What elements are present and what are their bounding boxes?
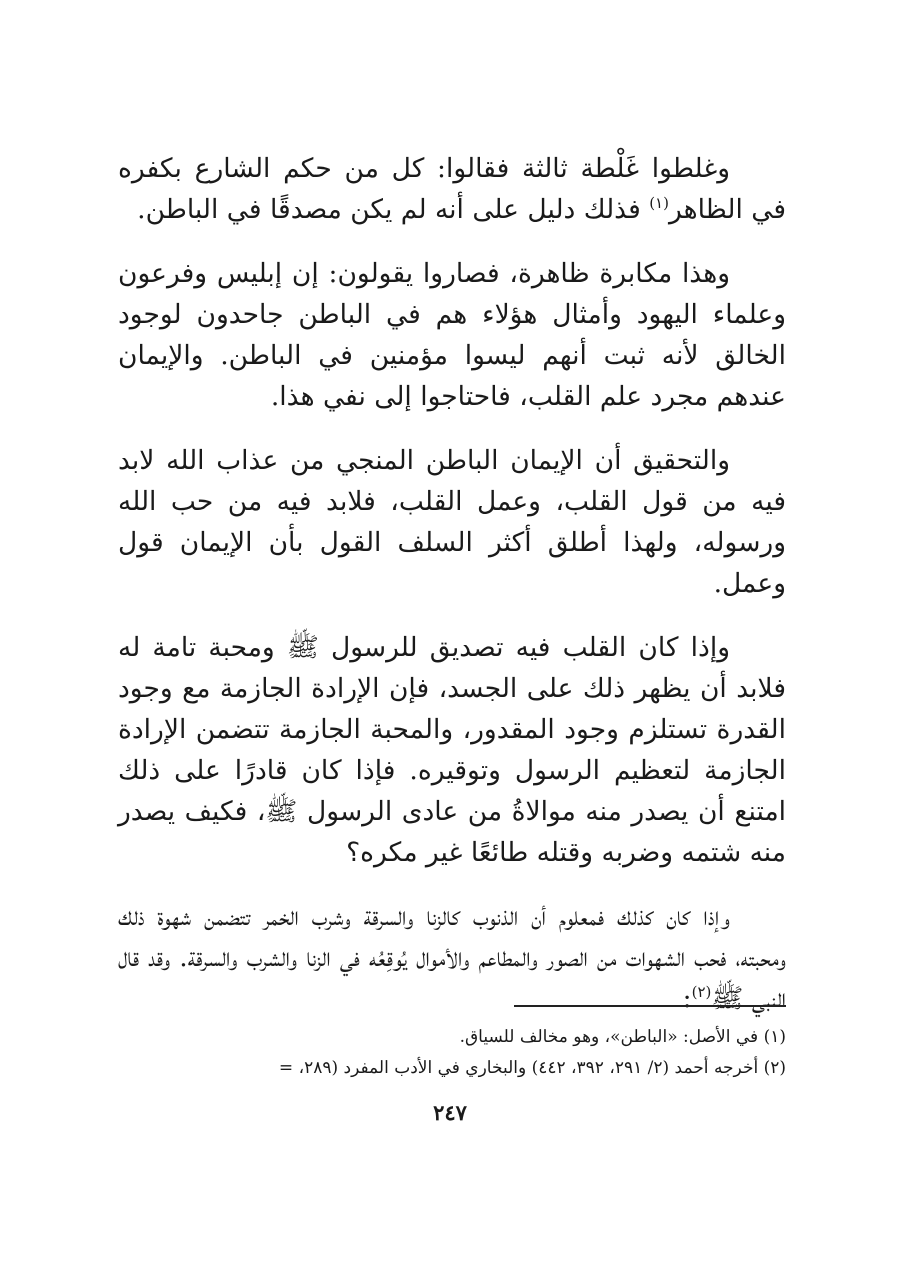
footnote-ref-1: (١) [649, 194, 669, 213]
paragraph-4: وإذا كان القلب فيه تصديق للرسول ﷺ ومحبة تامة له فلابد أن يظهر ذلك على الجسد، فإن الإرادة الجازمة مع وجود القدرة تستلزم وجود المقدور، والمحبة الجازمة تتضمن الإرادة الجازمة لتعظيم الرسول وتوقيره. فإذا كان قادرًا على ذلك امتنع أن يصدر منه موالاةُ من عادى الرسول ﷺ، فكيف يصدر منه شتمه وضربه وقتله طائعًا غير مكره؟ [118, 632, 786, 868]
paragraph-1 [118, 148, 786, 230]
footnotes [118, 1022, 786, 1084]
footnote-2: (٢) أخرجه أحمد (٢/ ٢٩١، ٣٩٢، ٤٤٢) والبخاري في الأدب المفرد (٢٨٩، = [278, 1058, 786, 1078]
paragraph-3: والتحقيق أن الإيمان الباطن المنجي من عذاب الله لابد فيه من قول القلب، وعمل القلب، فلابد فيه من حب الله ورسوله، ولهذا أطلق أكثر السلف القول بأن الإيمان قول وعمل. [118, 445, 786, 599]
footnote-ref-2: (٢) [691, 983, 712, 1002]
paragraph-5-text: وإذا كان كذلك فمعلوم أن الذنوب كالزنا والسرقة وشرب الخمر تتضمن شهوة ذلك ومحبته، فحب الشهوات من الصور والمطاعم والأموال يُوقِعُه في الزنا والشرب والسرقة. وقد قال النبي ﷺ [118, 901, 786, 1014]
page-number: ٢٤٧ [433, 1100, 467, 1125]
footnote-1: (١) في الأصل: «الباطن»، وهو مخالف للسياق. [459, 1027, 786, 1047]
paragraph-5 [118, 896, 786, 1019]
paragraph-1-text-end: فذلك دليل على أنه لم يكن مصدقًا في الباطن. [137, 194, 650, 225]
footnote-divider [514, 1005, 786, 1007]
paragraph-2: وهذا مكابرة ظاهرة، فصاروا يقولون: إن إبليس وفرعون وعلماء اليهود وأمثال هؤلاء هم في الباطن جاحدون لوجود الخالق لأنه ثبت أنهم ليسوا مؤمنين في الباطن. والإيمان عندهم مجرد علم القلب، فاحتاجوا إلى نفي هذا. [118, 258, 786, 412]
paragraph-1-text: وغلطوا غَلْطة ثالثة فقالوا: كل من حكم الشارع بكفره في الظاهر [118, 153, 786, 225]
main-text [118, 148, 786, 1042]
paragraph-5-text-end: : [682, 983, 692, 1014]
